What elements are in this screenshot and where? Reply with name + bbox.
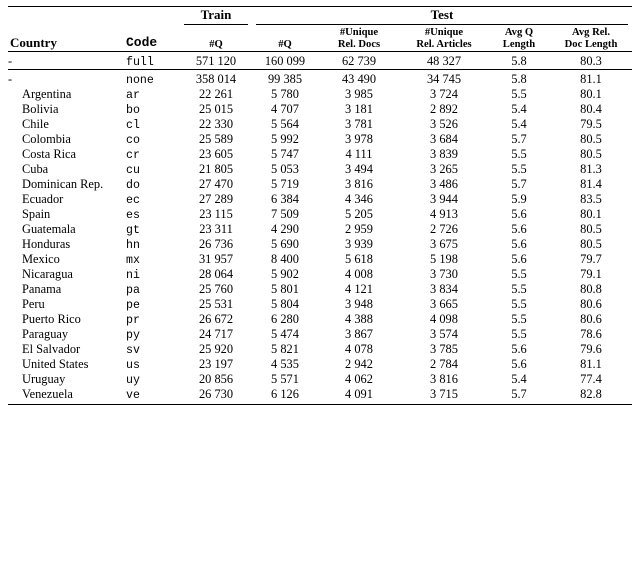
table-row bbox=[8, 327, 632, 342]
cell-unique-rel-articles: 4 913 bbox=[430, 206, 458, 221]
cell-unique-rel-articles: 3 724 bbox=[430, 86, 458, 101]
cell-country: Peru bbox=[22, 296, 45, 311]
table-row bbox=[8, 192, 632, 207]
cell-avg-rel-doc-length: 80.8 bbox=[580, 281, 602, 296]
cell-unique-rel-articles: 3 834 bbox=[430, 281, 458, 296]
cell-unique-rel-docs: 4 111 bbox=[345, 146, 373, 161]
cell-country: - bbox=[8, 71, 13, 86]
cell-train-q: 28 064 bbox=[198, 266, 234, 281]
cell-unique-rel-articles: 3 730 bbox=[430, 266, 458, 281]
cell-unique-rel-articles: 3 486 bbox=[430, 176, 458, 191]
table-footer bbox=[8, 402, 632, 405]
cell-code: py bbox=[126, 328, 140, 342]
col-header-avg-rel-doc-length bbox=[550, 27, 632, 51]
table-row bbox=[8, 357, 632, 372]
cell-test-q: 6 280 bbox=[271, 311, 299, 326]
cell-unique-rel-articles: 3 574 bbox=[430, 326, 458, 341]
col-header-test-q: #Q bbox=[278, 38, 292, 50]
cell-unique-rel-docs: 3 781 bbox=[345, 116, 373, 131]
cell-avg-q-length: 5.5 bbox=[511, 86, 527, 101]
cell-test-q: 8 400 bbox=[271, 251, 299, 266]
cell-country: Colombia bbox=[22, 131, 71, 146]
cell-train-q: 358 014 bbox=[195, 71, 237, 86]
cell-unique-rel-docs: 4 078 bbox=[345, 341, 373, 356]
cell-unique-rel-docs: 3 494 bbox=[345, 161, 373, 176]
cell-avg-q-length: 5.6 bbox=[511, 236, 527, 251]
group-header-test: Test bbox=[252, 7, 632, 28]
cell-train-q: 22 261 bbox=[198, 86, 234, 101]
cell-unique-rel-articles: 2 784 bbox=[430, 356, 458, 371]
cell-train-q: 27 470 bbox=[198, 176, 234, 191]
cell-train-q: 25 015 bbox=[198, 101, 234, 116]
cell-train-q: 20 856 bbox=[198, 371, 234, 386]
cell-country: Puerto Rico bbox=[22, 311, 81, 326]
cell-unique-rel-docs: 4 091 bbox=[345, 386, 373, 401]
table-row bbox=[8, 72, 632, 87]
cell-test-q: 5 801 bbox=[271, 281, 299, 296]
cell-unique-rel-docs: 3 867 bbox=[345, 326, 373, 341]
cell-avg-rel-doc-length: 81.1 bbox=[580, 71, 602, 86]
cell-code: sv bbox=[126, 343, 140, 357]
cell-unique-rel-articles: 5 198 bbox=[430, 251, 458, 266]
cell-test-q: 4 535 bbox=[271, 356, 299, 371]
cell-code: pr bbox=[126, 313, 140, 327]
cell-code: pa bbox=[126, 283, 140, 297]
col-header-country: Country bbox=[10, 35, 57, 51]
cell-avg-q-length: 5.9 bbox=[511, 191, 527, 206]
cell-avg-q-length: 5.5 bbox=[511, 296, 527, 311]
col-header-avg-rel-doc-length-line2: Doc Length bbox=[564, 38, 618, 50]
cell-test-q: 4 707 bbox=[271, 101, 299, 116]
cell-test-q: 5 690 bbox=[271, 236, 299, 251]
table-row bbox=[8, 342, 632, 357]
cell-country: - bbox=[8, 53, 13, 68]
table-row bbox=[8, 177, 632, 192]
cell-unique-rel-docs: 4 388 bbox=[345, 311, 373, 326]
cell-unique-rel-docs: 4 121 bbox=[345, 281, 373, 296]
cell-avg-q-length: 5.5 bbox=[511, 281, 527, 296]
cell-test-q: 5 821 bbox=[271, 341, 299, 356]
col-header-unique-rel-docs bbox=[318, 27, 400, 51]
table-row bbox=[8, 282, 632, 297]
cell-test-q: 5 902 bbox=[271, 266, 299, 281]
cell-avg-rel-doc-length: 79.6 bbox=[580, 341, 602, 356]
cell-test-q: 5 053 bbox=[271, 161, 299, 176]
cell-unique-rel-docs: 3 978 bbox=[345, 131, 373, 146]
cell-unique-rel-docs: 3 939 bbox=[345, 236, 373, 251]
table-body bbox=[8, 51, 632, 72]
cell-avg-rel-doc-length: 81.1 bbox=[580, 356, 602, 371]
cell-unique-rel-docs: 4 062 bbox=[345, 371, 373, 386]
cell-train-q: 23 197 bbox=[198, 356, 234, 371]
table-row bbox=[8, 132, 632, 147]
cell-test-q: 4 290 bbox=[271, 221, 299, 236]
cell-code: hn bbox=[126, 238, 140, 252]
cell-avg-rel-doc-length: 80.3 bbox=[580, 53, 602, 68]
cell-avg-q-length: 5.7 bbox=[511, 131, 527, 146]
cell-unique-rel-docs: 5 618 bbox=[345, 251, 373, 266]
column-header-row bbox=[8, 27, 632, 51]
cell-avg-q-length: 5.4 bbox=[511, 371, 527, 386]
cell-avg-q-length: 5.6 bbox=[511, 251, 527, 266]
cell-unique-rel-articles: 3 526 bbox=[430, 116, 458, 131]
cell-country: Venezuela bbox=[22, 386, 73, 401]
table-row bbox=[8, 54, 632, 70]
cell-test-q: 160 099 bbox=[264, 53, 306, 68]
cell-country: United States bbox=[22, 356, 89, 371]
cell-unique-rel-articles: 3 684 bbox=[430, 131, 458, 146]
table-row bbox=[8, 147, 632, 162]
table-row bbox=[8, 372, 632, 387]
table-row bbox=[8, 312, 632, 327]
col-header-avg-rel-doc-length-line1: Avg Rel. bbox=[571, 27, 611, 38]
cell-country: Dominican Rep. bbox=[22, 176, 104, 191]
dataset-statistics-table bbox=[8, 6, 632, 405]
cell-train-q: 21 805 bbox=[198, 161, 234, 176]
cell-avg-q-length: 5.6 bbox=[511, 356, 527, 371]
cell-country: Mexico bbox=[22, 251, 60, 266]
cell-avg-rel-doc-length: 80.5 bbox=[580, 146, 602, 161]
table-row bbox=[8, 297, 632, 312]
cell-avg-rel-doc-length: 80.5 bbox=[580, 236, 602, 251]
cell-country: Uruguay bbox=[22, 371, 66, 386]
cell-code: full bbox=[126, 55, 154, 69]
cell-test-q: 5 474 bbox=[271, 326, 299, 341]
cell-unique-rel-docs: 4 346 bbox=[345, 191, 373, 206]
group-header-row bbox=[8, 7, 632, 28]
train-group-rule bbox=[184, 23, 248, 25]
cell-train-q: 25 531 bbox=[198, 296, 234, 311]
cell-country: Panama bbox=[22, 281, 62, 296]
cell-avg-q-length: 5.8 bbox=[511, 71, 527, 86]
cell-avg-q-length: 5.6 bbox=[511, 206, 527, 221]
cell-avg-q-length: 5.5 bbox=[511, 161, 527, 176]
cell-unique-rel-articles: 3 785 bbox=[430, 341, 458, 356]
cell-code: ec bbox=[126, 193, 140, 207]
cell-test-q: 5 992 bbox=[271, 131, 299, 146]
cell-train-q: 25 920 bbox=[198, 341, 234, 356]
cell-country: Guatemala bbox=[22, 221, 76, 236]
cell-code: co bbox=[126, 133, 140, 147]
cell-avg-rel-doc-length: 79.1 bbox=[580, 266, 602, 281]
cell-code: pe bbox=[126, 298, 140, 312]
cell-train-q: 27 289 bbox=[198, 191, 234, 206]
col-header-unique-rel-articles bbox=[400, 27, 488, 51]
cell-test-q: 6 126 bbox=[271, 386, 299, 401]
cell-unique-rel-articles: 3 715 bbox=[430, 386, 458, 401]
cell-unique-rel-articles: 3 944 bbox=[430, 191, 458, 206]
col-header-code: Code bbox=[126, 35, 158, 51]
table-row bbox=[8, 87, 632, 102]
cell-avg-q-length: 5.5 bbox=[511, 266, 527, 281]
cell-avg-q-length: 5.5 bbox=[511, 146, 527, 161]
cell-avg-rel-doc-length: 80.1 bbox=[580, 206, 602, 221]
cell-unique-rel-docs: 43 490 bbox=[341, 71, 377, 86]
cell-train-q: 23 605 bbox=[198, 146, 234, 161]
cell-country: Honduras bbox=[22, 236, 71, 251]
cell-unique-rel-articles: 2 726 bbox=[430, 221, 458, 236]
cell-avg-rel-doc-length: 81.4 bbox=[580, 176, 602, 191]
table-row bbox=[8, 207, 632, 222]
cell-unique-rel-docs: 2 942 bbox=[345, 356, 373, 371]
cell-unique-rel-docs: 3 816 bbox=[345, 176, 373, 191]
col-header-train-q: #Q bbox=[209, 38, 223, 50]
cell-avg-q-length: 5.8 bbox=[511, 53, 527, 68]
col-header-avg-q-length-line1: Avg Q bbox=[504, 27, 534, 38]
table-row bbox=[8, 162, 632, 177]
cell-avg-rel-doc-length: 80.4 bbox=[580, 101, 602, 116]
cell-test-q: 5 747 bbox=[271, 146, 299, 161]
cell-train-q: 25 760 bbox=[198, 281, 234, 296]
cell-code: mx bbox=[126, 253, 140, 267]
cell-code: ni bbox=[126, 268, 140, 282]
cell-avg-rel-doc-length: 81.3 bbox=[580, 161, 602, 176]
cell-avg-rel-doc-length: 80.5 bbox=[580, 221, 602, 236]
cell-avg-q-length: 5.6 bbox=[511, 341, 527, 356]
cell-unique-rel-docs: 3 948 bbox=[345, 296, 373, 311]
cell-code: ve bbox=[126, 388, 140, 402]
cell-code: cr bbox=[126, 148, 140, 162]
cell-test-q: 6 384 bbox=[271, 191, 299, 206]
cell-avg-rel-doc-length: 80.5 bbox=[580, 131, 602, 146]
col-header-unique-rel-articles-line2: Rel. Articles bbox=[416, 38, 472, 50]
cell-train-q: 571 120 bbox=[195, 53, 237, 68]
cell-unique-rel-articles: 3 265 bbox=[430, 161, 458, 176]
country-rows-body bbox=[8, 72, 632, 402]
cell-train-q: 23 311 bbox=[199, 221, 233, 236]
cell-code: gt bbox=[126, 223, 140, 237]
cell-unique-rel-articles: 48 327 bbox=[426, 53, 462, 68]
cell-avg-rel-doc-length: 83.5 bbox=[580, 191, 602, 206]
cell-country: Nicaragua bbox=[22, 266, 73, 281]
cell-train-q: 23 115 bbox=[199, 206, 233, 221]
cell-code: none bbox=[126, 73, 154, 87]
cell-train-q: 26 736 bbox=[198, 236, 234, 251]
cell-avg-rel-doc-length: 78.6 bbox=[580, 326, 602, 341]
cell-avg-rel-doc-length: 79.5 bbox=[580, 116, 602, 131]
cell-train-q: 26 730 bbox=[198, 386, 234, 401]
cell-avg-q-length: 5.7 bbox=[511, 386, 527, 401]
col-header-avg-q-length bbox=[488, 27, 550, 51]
cell-test-q: 5 564 bbox=[271, 116, 299, 131]
cell-unique-rel-articles: 3 816 bbox=[430, 371, 458, 386]
cell-train-q: 31 957 bbox=[198, 251, 234, 266]
cell-test-q: 99 385 bbox=[267, 71, 303, 86]
table-row bbox=[8, 237, 632, 252]
cell-train-q: 24 717 bbox=[198, 326, 234, 341]
cell-avg-rel-doc-length: 80.6 bbox=[580, 311, 602, 326]
cell-avg-rel-doc-length: 80.1 bbox=[580, 86, 602, 101]
cell-unique-rel-docs: 3 985 bbox=[345, 86, 373, 101]
cell-code: uy bbox=[126, 373, 140, 387]
test-group-rule bbox=[256, 23, 628, 25]
table-row bbox=[8, 222, 632, 237]
cell-test-q: 5 804 bbox=[271, 296, 299, 311]
cell-avg-rel-doc-length: 77.4 bbox=[580, 371, 602, 386]
cell-country: Spain bbox=[22, 206, 51, 221]
cell-country: Chile bbox=[22, 116, 49, 131]
cell-country: Ecuador bbox=[22, 191, 64, 206]
cell-country: Costa Rica bbox=[22, 146, 77, 161]
cell-unique-rel-articles: 3 665 bbox=[430, 296, 458, 311]
cell-avg-rel-doc-length: 82.8 bbox=[580, 386, 602, 401]
cell-unique-rel-docs: 4 008 bbox=[345, 266, 373, 281]
cell-country: Bolivia bbox=[22, 101, 59, 116]
cell-test-q: 5 780 bbox=[271, 86, 299, 101]
table-row bbox=[8, 102, 632, 117]
col-header-unique-rel-docs-line1: #Unique bbox=[339, 27, 379, 38]
cell-avg-q-length: 5.4 bbox=[511, 116, 527, 131]
table-row bbox=[8, 267, 632, 282]
cell-code: cu bbox=[126, 163, 140, 177]
cell-avg-rel-doc-length: 79.7 bbox=[580, 251, 602, 266]
cell-country: Paraguay bbox=[22, 326, 69, 341]
cell-avg-q-length: 5.5 bbox=[511, 311, 527, 326]
cell-avg-q-length: 5.4 bbox=[511, 101, 527, 116]
cell-avg-q-length: 5.5 bbox=[511, 326, 527, 341]
cell-unique-rel-articles: 3 675 bbox=[430, 236, 458, 251]
table-row bbox=[8, 252, 632, 267]
cell-unique-rel-docs: 5 205 bbox=[345, 206, 373, 221]
cell-country: El Salvador bbox=[22, 341, 81, 356]
cell-unique-rel-docs: 3 181 bbox=[345, 101, 373, 116]
col-header-unique-rel-articles-line1: #Unique bbox=[424, 27, 464, 38]
cell-avg-q-length: 5.6 bbox=[511, 221, 527, 236]
cell-code: cl bbox=[126, 118, 140, 132]
cell-code: bo bbox=[126, 103, 140, 117]
col-header-unique-rel-docs-line2: Rel. Docs bbox=[337, 38, 381, 50]
group-header-train: Train bbox=[180, 7, 252, 28]
cell-unique-rel-articles: 34 745 bbox=[426, 71, 462, 86]
cell-test-q: 5 719 bbox=[271, 176, 299, 191]
cell-train-q: 25 589 bbox=[198, 131, 234, 146]
cell-unique-rel-articles: 2 892 bbox=[430, 101, 458, 116]
cell-country: Cuba bbox=[22, 161, 49, 176]
cell-test-q: 5 571 bbox=[271, 371, 299, 386]
cell-train-q: 26 672 bbox=[198, 311, 234, 326]
table-row bbox=[8, 387, 632, 402]
cell-unique-rel-docs: 62 739 bbox=[341, 53, 377, 68]
cell-unique-rel-docs: 2 959 bbox=[345, 221, 373, 236]
cell-code: es bbox=[126, 208, 140, 222]
cell-code: do bbox=[126, 178, 140, 192]
cell-unique-rel-articles: 3 839 bbox=[430, 146, 458, 161]
bottom-rule-row bbox=[8, 402, 632, 405]
table-row bbox=[8, 117, 632, 132]
cell-test-q: 7 509 bbox=[271, 206, 299, 221]
cell-code: us bbox=[126, 358, 140, 372]
cell-code: ar bbox=[126, 88, 140, 102]
col-header-avg-q-length-line2: Length bbox=[502, 38, 536, 50]
cell-unique-rel-articles: 4 098 bbox=[430, 311, 458, 326]
cell-avg-rel-doc-length: 80.6 bbox=[580, 296, 602, 311]
cell-avg-q-length: 5.7 bbox=[511, 176, 527, 191]
cell-train-q: 22 330 bbox=[198, 116, 234, 131]
cell-country: Argentina bbox=[22, 86, 72, 101]
